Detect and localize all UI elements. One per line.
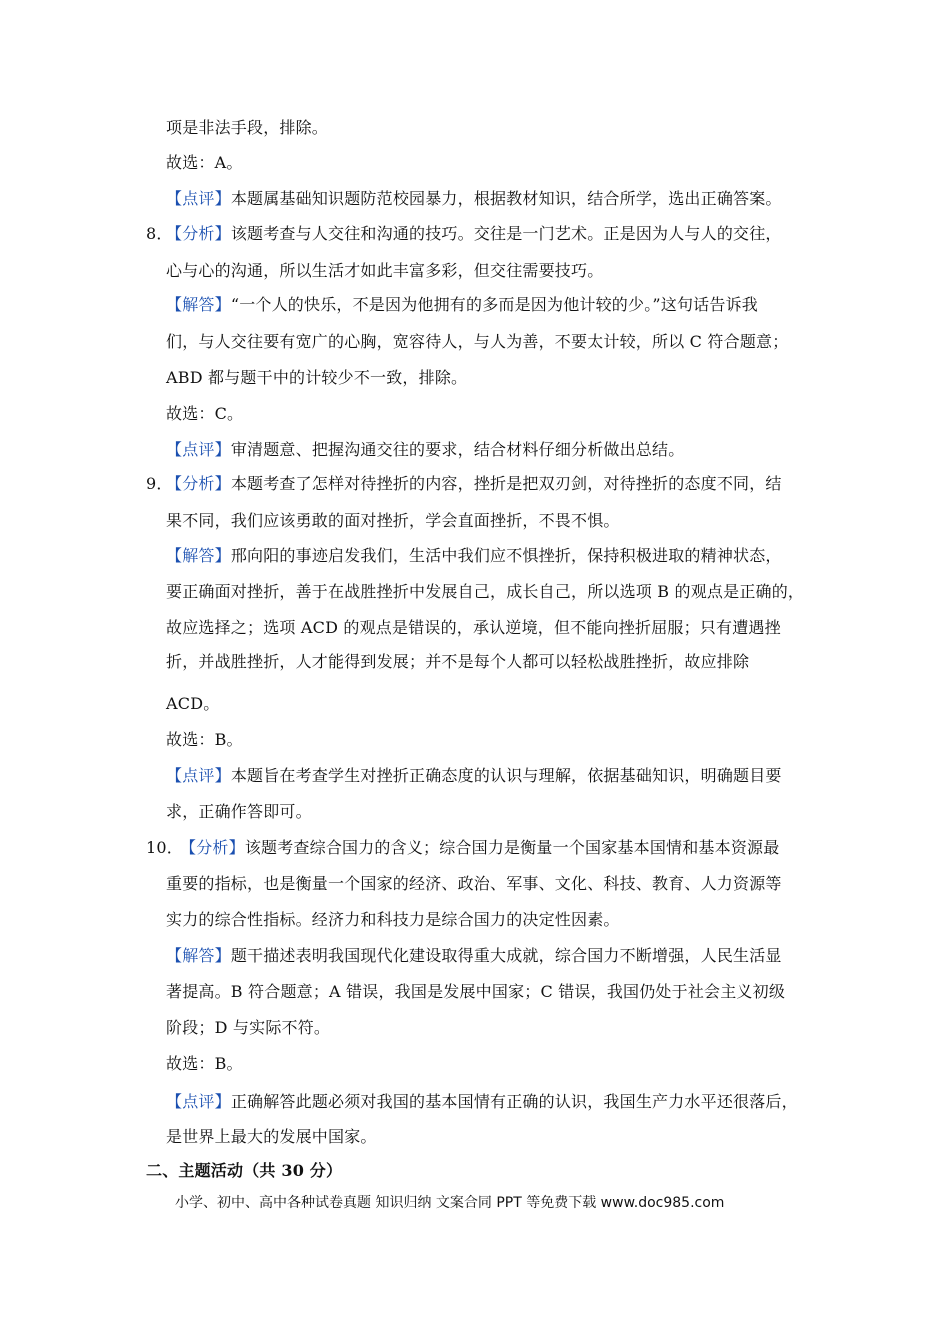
line-text: “一个人的快乐，不是因为他拥有的多而是因为他计较的少。”这句话告诉我 bbox=[230, 295, 758, 314]
text-line bbox=[166, 582, 804, 602]
line-text: 本题属基础知识题防范校园暴力，根据教材知识，结合所学，选出正确答案。 bbox=[230, 189, 782, 208]
line-text: 邢向阳的事迹启发我们，生活中我们应不惧挫折，保持积极进取的精神状态， bbox=[230, 546, 782, 565]
text-line bbox=[166, 694, 219, 714]
line-text: 是世界上最大的发展中国家。 bbox=[166, 1127, 377, 1146]
line-text: ACD。 bbox=[166, 694, 220, 713]
text-line bbox=[166, 652, 749, 672]
line-text: 故选：C。 bbox=[166, 404, 244, 423]
line-text: 审清题意、把握沟通交往的要求，结合材料仔细分析做出总结。 bbox=[230, 440, 685, 459]
line-text: 要正确面对挫折，善于在战胜挫折中发展自己，成长自己，所以选项 B 的观点是正确的， bbox=[166, 582, 805, 601]
text-line bbox=[166, 261, 603, 281]
line-text: 故选：A。 bbox=[166, 153, 243, 172]
section-tag: 【分析】 bbox=[180, 838, 245, 857]
section-tag: 【解答】 bbox=[166, 946, 231, 965]
line-text: 该题考查综合国力的含义；综合国力是衡量一个国家基本国情和基本资源最 bbox=[244, 838, 780, 857]
text-line bbox=[166, 546, 782, 566]
text-line bbox=[166, 404, 243, 424]
text-line bbox=[166, 618, 781, 638]
text-line bbox=[166, 511, 620, 531]
line-text: 本题考查了怎样对待挫折的内容，挫折是把双刃剑，对待挫折的态度不同，结 bbox=[230, 474, 782, 493]
text-line bbox=[166, 440, 684, 460]
text-line bbox=[166, 982, 785, 1002]
text-line bbox=[166, 1127, 377, 1147]
text-line bbox=[166, 332, 788, 352]
section-tag: 【点评】 bbox=[166, 189, 231, 208]
line-text: 故选：B。 bbox=[166, 730, 243, 749]
line-text: 著提高。B 符合题意；A 错误，我国是发展中国家；C 错误，我国仍处于社会主义初级 bbox=[166, 982, 786, 1001]
text-line bbox=[146, 224, 782, 244]
line-text: 故选：B。 bbox=[166, 1054, 243, 1073]
text-line bbox=[166, 910, 620, 930]
section-tag: 【解答】 bbox=[166, 546, 231, 565]
text-line bbox=[146, 838, 779, 858]
text-line bbox=[166, 1092, 798, 1112]
section-tag: 【点评】 bbox=[166, 440, 231, 459]
text-line bbox=[166, 1054, 243, 1074]
text-line bbox=[146, 474, 782, 494]
section-tag: 【分析】 bbox=[166, 224, 231, 243]
line-text: 项是非法手段，排除。 bbox=[166, 118, 329, 137]
section-tag: 【解答】 bbox=[166, 295, 231, 314]
line-text: 该题考查与人交往和沟通的技巧。交往是一门艺术。正是因为人与人的交往， bbox=[230, 224, 782, 243]
line-text: 题干描述表明我国现代化建设取得重大成就，综合国力不断增强，人民生活显 bbox=[230, 946, 782, 965]
section-tag: 【点评】 bbox=[166, 1092, 231, 1111]
section-heading: 二、主题活动（共 30 分） bbox=[146, 1161, 343, 1180]
text-line bbox=[166, 189, 782, 209]
text-line bbox=[166, 368, 467, 388]
line-text: 正确解答此题必须对我国的基本国情有正确的认识，我国生产力水平还很落后， bbox=[230, 1092, 798, 1111]
text-line bbox=[166, 295, 758, 315]
line-text: ABD 都与题干中的计较少不一致，排除。 bbox=[166, 368, 468, 387]
text-line bbox=[166, 874, 782, 894]
line-text: 折，并战胜挫折，人才能得到发展；并不是每个人都可以轻松战胜挫折，故应排除 bbox=[166, 652, 750, 671]
page-footer: 小学、初中、高中各种试卷真题 知识归纳 文案合同 PPT 等免费下载 www.doc985.com bbox=[175, 1195, 725, 1211]
question-number: 10． bbox=[146, 838, 183, 857]
text-line bbox=[166, 730, 243, 750]
line-text: 重要的指标，也是衡量一个国家的经济、政治、军事、文化、科技、教育、人力资源等 bbox=[166, 874, 782, 893]
text-line bbox=[166, 1018, 330, 1038]
line-text: 果不同，我们应该勇敢的面对挫折，学会直面挫折，不畏不惧。 bbox=[166, 511, 620, 530]
line-text: 实力的综合性指标。经济力和科技力是综合国力的决定性因素。 bbox=[166, 910, 620, 929]
line-text: 本题旨在考查学生对挫折正确态度的认识与理解，依据基础知识，明确题目要 bbox=[230, 766, 782, 785]
text-line bbox=[166, 118, 328, 138]
text-line bbox=[166, 153, 243, 173]
section-tag: 【点评】 bbox=[166, 766, 231, 785]
line-text: 故应选择之；选项 ACD 的观点是错误的，承认逆境，但不能向挫折屈服；只有遭遇挫 bbox=[166, 618, 781, 637]
line-text: 阶段；D 与实际不符。 bbox=[166, 1018, 331, 1037]
question-number: 9． bbox=[146, 474, 173, 493]
section-tag: 【分析】 bbox=[166, 474, 231, 493]
line-text: 心与心的沟通，所以生活才如此丰富多彩，但交往需要技巧。 bbox=[166, 261, 604, 280]
text-line bbox=[166, 946, 782, 966]
line-text: 们，与人交往要有宽广的心胸，宽容待人，与人为善，不要太计较，所以 C 符合题意； bbox=[166, 332, 789, 351]
text-line bbox=[166, 766, 782, 786]
text-line bbox=[166, 802, 312, 822]
line-text: 求，正确作答即可。 bbox=[166, 802, 312, 821]
question-number: 8． bbox=[146, 224, 173, 243]
